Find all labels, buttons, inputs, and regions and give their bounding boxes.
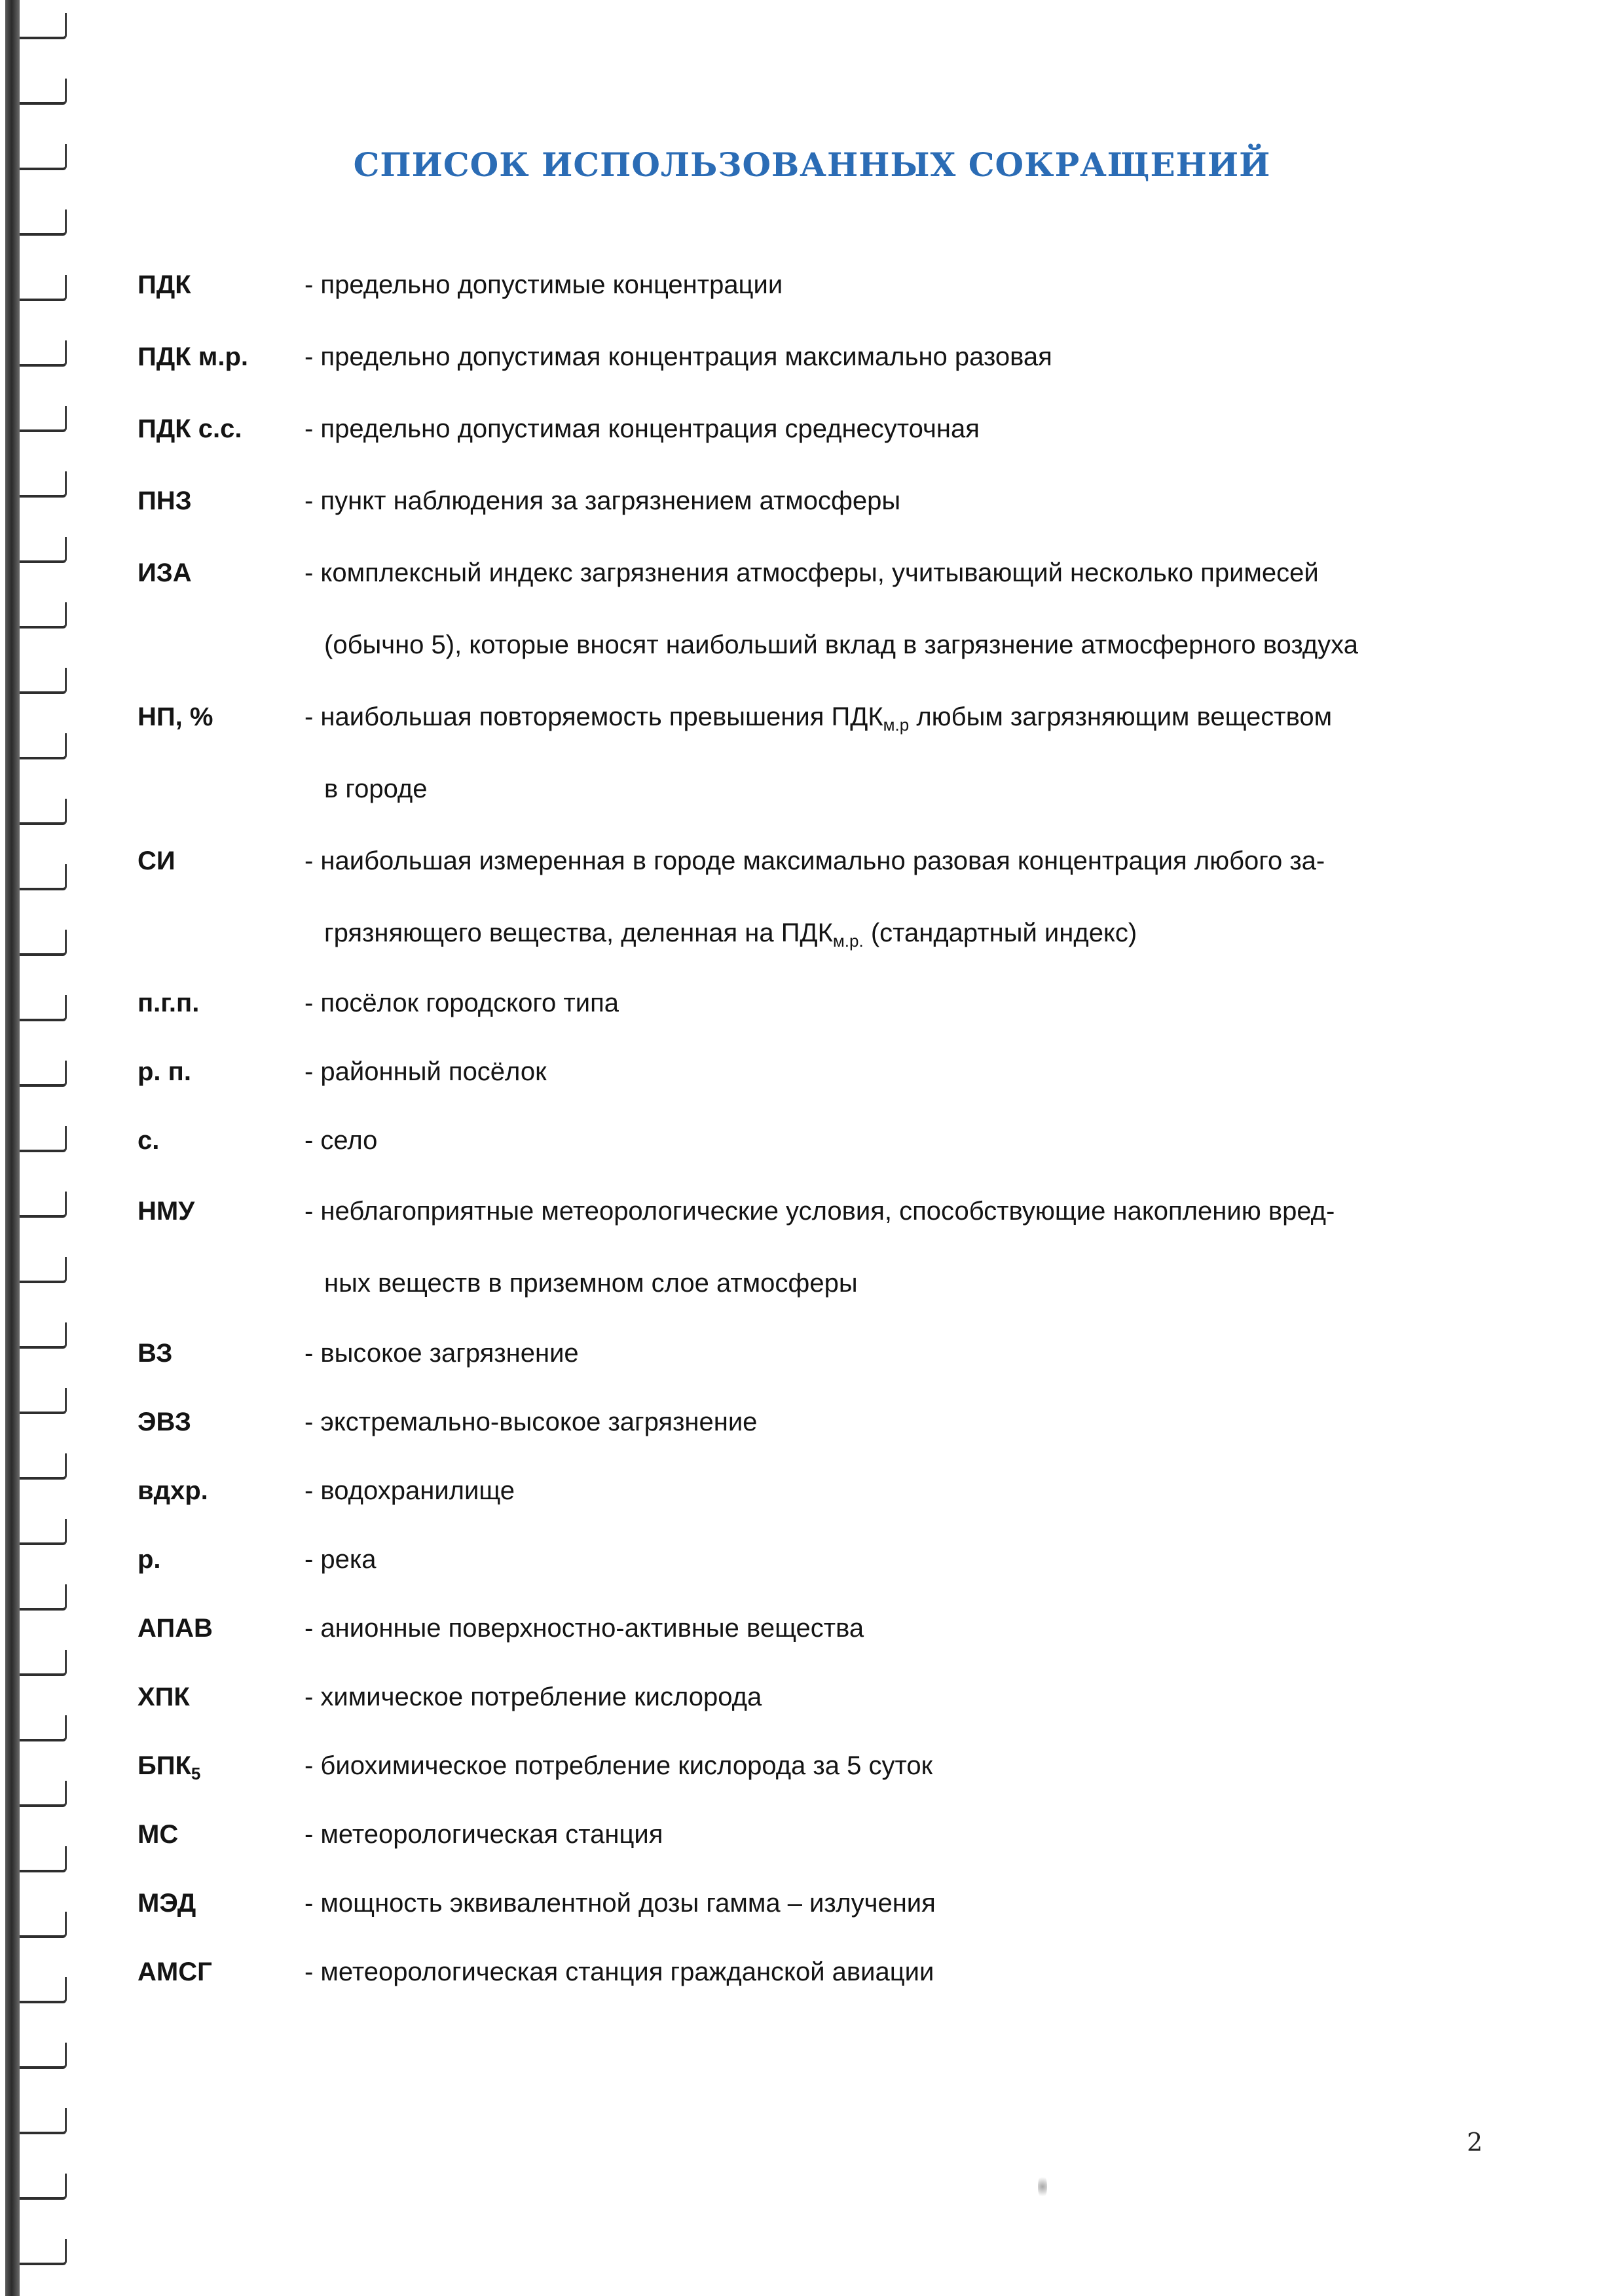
abbreviation-term: р. п. [138, 1057, 191, 1086]
binding-loop [20, 1453, 67, 1480]
definition-line: - комплексный индекс загрязнения атмосферы, учитывающий несколько примесей [304, 558, 1319, 587]
binding-loop [20, 1715, 67, 1741]
abbreviation-definition: - химическое потребление кислорода [304, 1683, 762, 1711]
binding-loop [20, 1584, 67, 1611]
binding-loop [20, 471, 67, 498]
subscript: м.р. [832, 931, 864, 951]
abbreviation-definition: - биохимическое потребление кислорода за 5 суток [304, 1751, 933, 1780]
definition-line: - неблагоприятные метеорологические условия, способствующие накоплению вред- [304, 1197, 1335, 1226]
binding-loop [20, 930, 67, 956]
abbreviation-term: НМУ [138, 1197, 195, 1226]
definition-continuation: (обычно 5), которые вносят наибольший вклад в загрязнение атмосферного воздуха [324, 630, 1358, 659]
abbreviation-definition: - предельно допустимая концентрация среднесуточная [304, 414, 980, 443]
abbreviation-definition: - село [304, 1126, 378, 1155]
binding-loop [20, 2239, 67, 2265]
page-title: СПИСОК ИСПОЛЬЗОВАННЫХ СОКРАЩЕНИЙ [353, 145, 1271, 184]
binding-loop [20, 275, 67, 301]
list-item [138, 537, 1500, 681]
list-item [138, 825, 1500, 969]
list-item [138, 1732, 1500, 1800]
term-text: БПК [138, 1751, 191, 1780]
list-item [138, 1319, 1500, 1388]
binding-loop [20, 1126, 67, 1152]
binding-loop [20, 995, 67, 1021]
abbreviation-definition: - предельно допустимая концентрация максимально разовая [304, 342, 1052, 371]
abbreviation-definition: - метеорологическая станция [304, 1820, 663, 1849]
abbreviation-term: ХПК [138, 1683, 190, 1711]
list-item [138, 681, 1500, 825]
binding-loop [20, 1781, 67, 1807]
list-item [138, 1175, 1500, 1319]
list-item [138, 969, 1500, 1038]
definition-text: грязняющего вещества, деленная на ПДК [324, 919, 833, 947]
binding-loop [20, 1322, 67, 1349]
abbreviation-term: МЭД [138, 1889, 196, 1918]
list-item [138, 1106, 1500, 1175]
abbreviation-definition: - водохранилище [304, 1476, 515, 1505]
spiral-binding [0, 0, 79, 2296]
subscript: м.р [883, 715, 910, 735]
list-item [138, 1388, 1500, 1457]
abbreviation-definition: - мощность эквивалентной дозы гамма – излучения [304, 1889, 936, 1918]
binding-loop [20, 2108, 67, 2134]
binding-loop [20, 1912, 67, 1938]
binding-loop [20, 2174, 67, 2200]
abbreviation-list [138, 249, 1500, 2007]
subscript: 5 [191, 1764, 201, 1783]
binding-loop [20, 1519, 67, 1545]
list-item [138, 1525, 1500, 1594]
abbreviation-definition: - анионные поверхностно-активные вещества [304, 1614, 864, 1643]
definition-continuation: в городе [324, 774, 428, 803]
abbreviation-term: ПДК м.р. [138, 342, 249, 371]
binding-loop [20, 537, 67, 563]
binding-loop [20, 13, 67, 39]
abbreviation-term: МС [138, 1820, 179, 1849]
abbreviation-definition: - пункт наблюдения за загрязнением атмосферы [304, 486, 901, 515]
list-item [138, 393, 1500, 465]
list-item [138, 1594, 1500, 1663]
definition-continuation: ных веществ в приземном слое атмосферы [324, 1269, 858, 1298]
binding-loop [20, 864, 67, 890]
binding-loop [20, 1846, 67, 1872]
list-item [138, 249, 1500, 321]
binding-loop [20, 733, 67, 759]
binding-loop [20, 79, 67, 105]
definition-text: - наибольшая повторяемость превышения ПДК [304, 702, 883, 731]
binding-loop [20, 668, 67, 694]
definition-line [304, 702, 1333, 735]
abbreviation-term: ЭВЗ [138, 1408, 191, 1436]
binding-loop [20, 1388, 67, 1414]
definition-continuation [304, 897, 1500, 969]
abbreviation-term: АПАВ [138, 1614, 213, 1643]
list-item [138, 1457, 1500, 1525]
binding-loop [20, 1192, 67, 1218]
abbreviation-definition: - посёлок городского типа [304, 989, 619, 1017]
list-item [138, 1869, 1500, 1938]
abbreviation-definition: - высокое загрязнение [304, 1339, 579, 1368]
binding-loop [20, 1257, 67, 1283]
abbreviation-term: НП, % [138, 702, 213, 731]
list-item [138, 321, 1500, 393]
abbreviation-definition: - река [304, 1545, 377, 1574]
binding-loop [20, 799, 67, 825]
binding-loop [20, 210, 67, 236]
page-number: 2 [1467, 2128, 1483, 2157]
list-item [138, 1800, 1500, 1869]
abbreviation-definition [298, 825, 1500, 969]
binding-loop [20, 2043, 67, 2069]
binding-loop [20, 406, 67, 432]
abbreviation-definition [298, 1175, 1500, 1319]
abbreviation-term: ИЗА [138, 558, 192, 587]
binding-loop [20, 1061, 67, 1087]
abbreviation-term [138, 1732, 298, 1800]
abbreviation-term: с. [138, 1126, 160, 1155]
list-item [138, 465, 1500, 537]
binding-loop [20, 1650, 67, 1676]
definition-line: - наибольшая измеренная в городе максимально разовая концентрация любого за- [304, 847, 1325, 875]
binding-loop [20, 1977, 67, 2003]
abbreviation-definition [298, 681, 1500, 825]
abbreviation-definition: - районный посёлок [304, 1057, 547, 1086]
abbreviation-definition: - экстремально-высокое загрязнение [304, 1408, 758, 1436]
abbreviation-term: ВЗ [138, 1339, 173, 1368]
abbreviation-term: СИ [138, 847, 175, 875]
list-item [138, 1938, 1500, 2007]
definition-text: любым загрязняющим веществом [909, 702, 1333, 731]
abbreviation-term: ПДК с.с. [138, 414, 242, 443]
abbreviation-definition: - предельно допустимые концентрации [304, 270, 783, 299]
binding-loop [20, 340, 67, 367]
abbreviation-term: ПНЗ [138, 486, 192, 515]
abbreviation-term: ПДК [138, 270, 191, 299]
abbreviation-term: п.г.п. [138, 989, 200, 1017]
abbreviation-term: вдхр. [138, 1476, 208, 1505]
binding-spine [5, 0, 20, 2296]
abbreviation-term: АМСГ [138, 1958, 212, 1986]
abbreviation-definition: - метеорологическая станция гражданской авиации [304, 1958, 934, 1986]
list-item [138, 1038, 1500, 1106]
abbreviation-definition [298, 537, 1500, 681]
list-item [138, 1663, 1500, 1732]
scan-smudge [1038, 2174, 1047, 2200]
definition-text: (стандартный индекс) [863, 919, 1137, 947]
binding-loop [20, 602, 67, 629]
abbreviation-term: р. [138, 1545, 161, 1574]
